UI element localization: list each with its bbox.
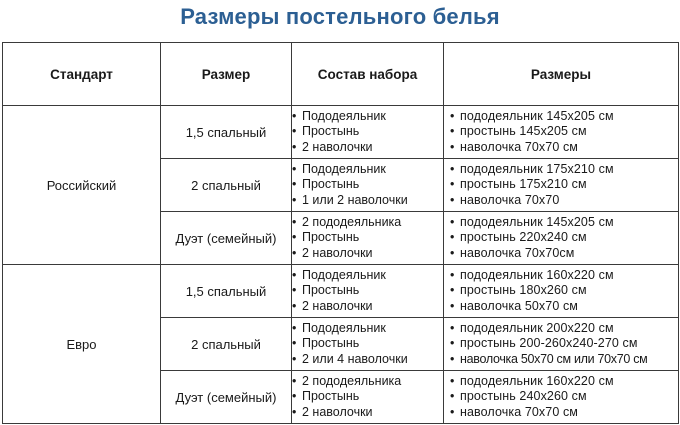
size-cell: 1,5 спальный	[161, 106, 292, 159]
bedding-size-table	[2, 42, 679, 424]
list-item: • наволочка 70х70см	[450, 245, 575, 260]
table-row	[3, 265, 679, 318]
list-item: • простынь 240х260 см	[450, 389, 587, 404]
page-title: Размеры постельного белья	[180, 4, 500, 29]
list-item: • простынь 145х205 см	[450, 124, 587, 139]
list-item: • простынь 220х240 см	[450, 230, 587, 245]
list-item: • Простынь	[292, 283, 360, 298]
standard-cell-russian: Российский	[3, 106, 161, 265]
size-cell: 1,5 спальный	[161, 265, 292, 318]
list-item: • Простынь	[292, 389, 360, 404]
list-item: • пододеяльник 145х205 см	[450, 108, 614, 123]
list-item: • Простынь	[292, 124, 360, 139]
size-cell: Дуэт (семейный)	[161, 212, 292, 265]
dimensions-cell	[444, 318, 679, 371]
set-cell	[292, 371, 444, 424]
dimensions-cell	[444, 106, 679, 159]
list-item: • пододеяльник 160х220 см	[450, 373, 614, 388]
set-cell	[292, 265, 444, 318]
dimensions-cell	[444, 265, 679, 318]
list-item: • Простынь	[292, 336, 360, 351]
set-cell	[292, 159, 444, 212]
list-item: • 2 наволочки	[292, 139, 373, 154]
set-cell	[292, 212, 444, 265]
list-item: • Простынь	[292, 177, 360, 192]
list-item: • наволочка 70х70 см	[450, 139, 578, 154]
dimensions-cell	[444, 159, 679, 212]
list-item: • пододеяльник 145х205 см	[450, 214, 614, 229]
list-item: • Простынь	[292, 230, 360, 245]
list-item: • 2 наволочки	[292, 404, 373, 419]
header-dimensions: Размеры	[444, 43, 679, 106]
dimensions-cell	[444, 212, 679, 265]
size-cell: 2 спальный	[161, 159, 292, 212]
list-item: • наволочка 50х70 см	[450, 298, 578, 313]
header-standard: Стандарт	[3, 43, 161, 106]
header-size: Размер	[161, 43, 292, 106]
list-item: • простынь 200-260х240-270 см	[450, 336, 638, 351]
list-item: • наволочка 70х70	[450, 192, 560, 207]
list-item: • Пододеяльник	[292, 161, 386, 176]
list-item: • простынь 180х260 см	[450, 283, 587, 298]
list-item: • пододеяльник 160х220 см	[450, 267, 614, 282]
standard-cell-euro: Евро	[3, 265, 161, 424]
dimensions-cell	[444, 371, 679, 424]
list-item: • 2 наволочки	[292, 298, 373, 313]
list-item: • наволочка 50х70 см или 70х70 см	[450, 351, 648, 366]
size-cell: Дуэт (семейный)	[161, 371, 292, 424]
list-item: • наволочка 70х70 см	[450, 404, 578, 419]
list-item: • пододеяльник 175х210 см	[450, 161, 614, 176]
list-item: • 2 наволочки	[292, 245, 373, 260]
header-row	[3, 43, 679, 106]
list-item: • Пододеяльник	[292, 267, 386, 282]
size-cell: 2 спальный	[161, 318, 292, 371]
set-cell	[292, 106, 444, 159]
list-item: • 2 пододеяльника	[292, 373, 402, 388]
header-set: Состав набора	[292, 43, 444, 106]
table-row	[3, 106, 679, 159]
list-item: • Пододеяльник	[292, 108, 386, 123]
list-item: • Пододеяльник	[292, 320, 386, 335]
list-item: • 1 или 2 наволочки	[292, 192, 408, 207]
list-item: • 2 пододеяльника	[292, 214, 402, 229]
set-cell	[292, 318, 444, 371]
list-item: • 2 или 4 наволочки	[292, 351, 408, 366]
list-item: • пододеяльник 200х220 см	[450, 320, 614, 335]
list-item: • простынь 175х210 см	[450, 177, 587, 192]
